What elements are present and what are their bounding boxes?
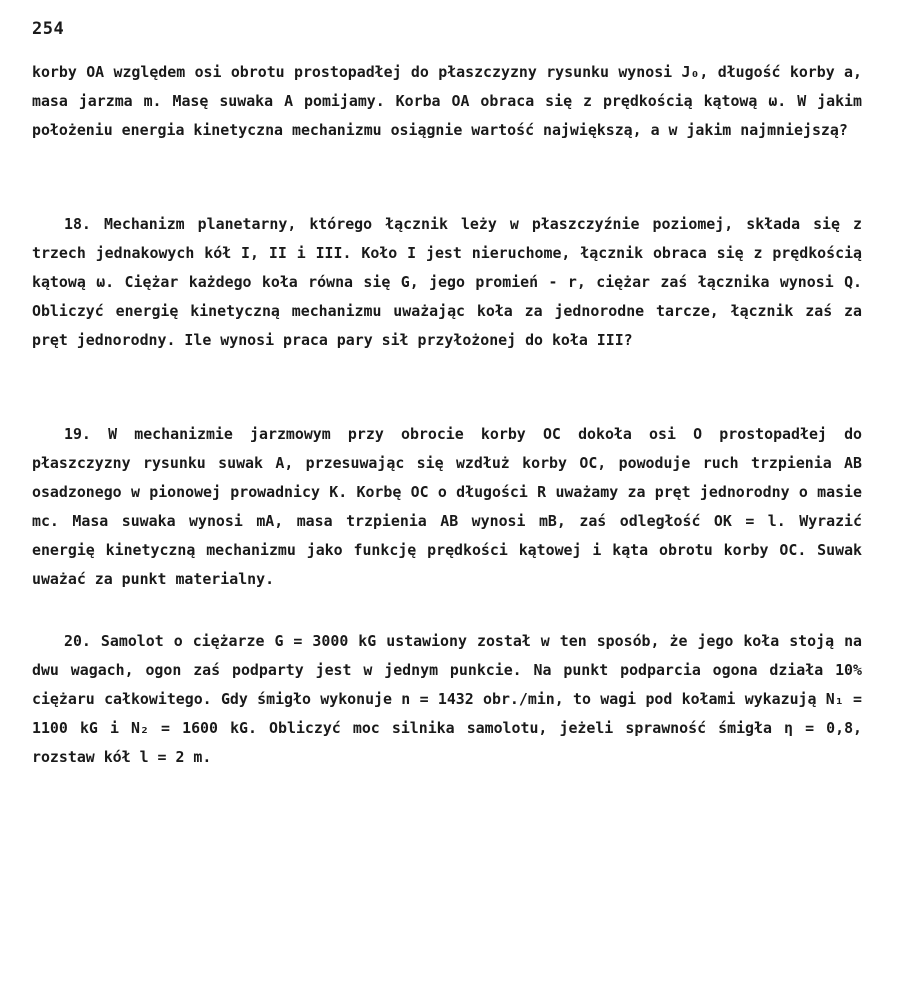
page-number: 254 <box>32 19 65 39</box>
problem-19: 19. W mechanizmie jarzmowym przy obrocie korby OC dokoła osi O prostopadłej do płaszczyzny rysunku suwak A, przesuwając się wzdłuż korby OC, powoduje ruch trzpienia AB osadzonego w pionowej prowadnicy K. Korbę OC o długości R uważamy za pręt jednorodny o masie mc. Masa suwaka wynosi mA, masa trzpienia AB wynosi mB, zaś odległość OK = l. Wyrazić energię kinetyczną mechanizmu jako funkcję prędkości kątowej i kąta obrotu korby OC. Suwak uważać za punkt materialny. <box>32 425 862 588</box>
problem-18: 18. Mechanizm planetarny, którego łącznik leży w płaszczyźnie poziomej, składa się z trzech jednakowych kół I, II i III. Koło I jest nieruchome, łącznik obraca się z prędkością kątową ω. Ciężar każdego koła równa się G, jego promień - r, ciężar zaś łącznika wynosi Q. Obliczyć energię kinetyczną mechanizmu uważając koła za jednorodne tarcze, łącznik zaś za pręt jednorodny. Ile wynosi praca pary sił przyłożonej do koła III? <box>32 215 862 349</box>
paragraph-continuation: korby OA względem osi obrotu prostopadłej do płaszczyzny rysunku wynosi J₀, długość korby a, masa jarzma m. Masę suwaka A pomijamy. Korba OA obraca się z prędkością kątową ω. W jakim położeniu energia kinetyczna mechanizmu osiągnie wartość największą, a w jakim najmniejszą? <box>32 63 862 139</box>
problem-20: 20. Samolot o ciężarze G = 3000 kG ustawiony został w ten sposób, że jego koła stoją na dwu wagach, ogon zaś podparty jest w jednym punkcie. Na punkt podparcia ogona działa 10% ciężaru całkowitego. Gdy śmigło wykonuje n = 1432 obr./min, to wagi pod kołami wykazują N₁ = 1100 kG i N₂ = 1600 kG. Obliczyć moc silnika samolotu, jeżeli sprawność śmigła η = 0,8, rozstaw kół l = 2 m. <box>32 632 862 766</box>
